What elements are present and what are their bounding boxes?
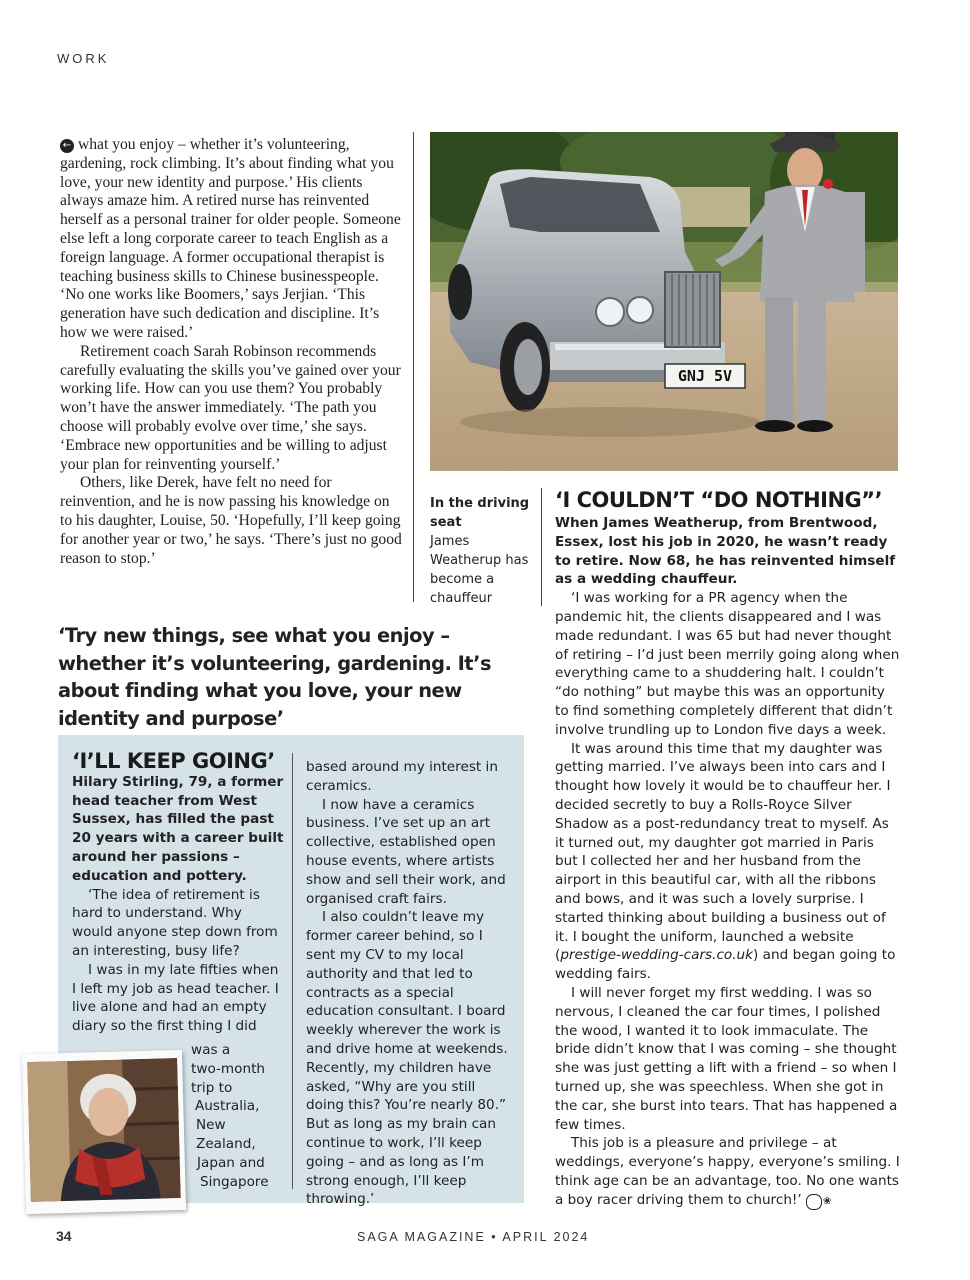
wrap-line: Zealand,: [196, 1135, 256, 1152]
main-paragraph-2a: It was around this time that my daughter was getting married. I’ve always been into cars and I thought how lovely it would be to chauffeur her. I decided secretly to buy a Rolls-Royce Silver Shadow as a post-redundancy treat to myself. As it turned out, my daughter got married in Paris but I collected her and her husband from the airport in this beautiful car, with all the ribbons and bows, and it was such a lovely surprise. I started thinking about building a business out of it. I bought the uniform, launched a website (: [555, 740, 891, 964]
col1-paragraph-3: Others, like Derek, have felt no need for reinvention, and he is now passing his knowledge on to his daughter, Louise, 50. ‘Hopefully, I’ll keep going for another year or two,’ he says. ‘There’s just no good reason to stop.’: [60, 474, 402, 567]
sidebar-headline: ‘I’LL KEEP GOING’: [72, 749, 275, 773]
wrap-line: Singapore: [200, 1173, 269, 1190]
main-paragraph-4: [555, 1134, 900, 1209]
arrow-left-circle-icon: ←: [60, 139, 74, 153]
photo-caption: [430, 494, 530, 608]
pull-quote: ‘Try new things, see what you enjoy – whether it’s volunteering, gardening. It’s about finding what you love, your new identity and purpose’: [58, 624, 491, 730]
sidebar-column-2: [306, 758, 516, 1209]
main-paragraph-2b: ) and began going to wedding fairs.: [555, 947, 896, 983]
wrap-line: Japan and: [197, 1154, 265, 1171]
website-link-text: prestige-wedding-cars.co.uk: [560, 947, 754, 964]
sidebar-standfirst: Hilary Stirling, 79, a former head teacher from West Sussex, has filled the past 20 years with a career built around her passions – education and pottery.: [72, 773, 284, 884]
main-paragraph-3: I will never forget my first wedding. I was so nervous, I cleaned the car four times, I polished the wood, I wanted it to look immaculate. The bride didn’t know that I was coming – she thought she was just getting a lift with a friend – so when I turned up, she was speechless. When she got in the car, she burst into tears. That has happened a few times.: [555, 984, 898, 1133]
caption-text: James Weatherup has become a chauffeur: [430, 534, 529, 606]
main-story-column: [555, 488, 900, 1210]
body-column-1: [60, 136, 402, 568]
main-headline: ‘I COULDN’T “DO NOTHING”’: [555, 488, 883, 512]
footer-magazine-date: SAGA MAGAZINE • APRIL 2024: [357, 1230, 590, 1244]
page-number: 34: [56, 1228, 72, 1244]
number-plate: GNJ 5V: [677, 367, 733, 385]
main-paragraph-2: [555, 740, 900, 984]
flower-end-mark-icon: ❀: [806, 1194, 822, 1210]
wrap-line: New: [196, 1117, 226, 1134]
sidebar-col2-paragraph-3: I also couldn’t leave my former career behind, so I sent my CV to my local authority and that led to contracts as a special education consultant. I board weekly wherever the work is and drive home at weekends. Recently, my children have asked, “Why are you still doing this? You’re nearly 80.” But as long as my brain can continue to work, I’ll keep going – and as long as I’m strong enough, I’ll keep throwing.’: [306, 909, 508, 1208]
column-divider: [413, 132, 414, 602]
caption-divider: [541, 488, 542, 606]
sidebar-wrapped-text: [191, 1041, 287, 1191]
sidebar-column-1: [72, 749, 284, 1036]
sidebar-paragraph-1: ‘The idea of retirement is hard to understand. Why would anyone step down from an interesting, busy life?: [72, 886, 278, 959]
hilary-portrait-photo: [22, 1050, 186, 1214]
wrap-line: trip to: [191, 1079, 233, 1096]
col1-paragraph-2: Retirement coach Sarah Robinson recommends carefully evaluating the skills you’ve gained over your working life. How can you use them? You probably won’t have the answer immediately. ‘The path you choose will probably evolve over time,’ she says. ‘Embrace new opportunities and be willing to adjust your plan for reinventing yourself.’: [60, 342, 401, 473]
sidebar-column-divider: [292, 753, 293, 1189]
col1-paragraph-1: what you enjoy – whether it’s volunteering, gardening, rock climbing. It’s about finding what you love, your new identity and purpose.’ His clients always amaze him. A retired nurse has reinvented herself as a personal trainer for older people. Someone else left a long corporate career to teach English as a foreign language. A former occupational therapist is teaching business skills to Chinese businesspeople. ‘No one works like Boomers,’ says Jerjian. ‘This generation have such dedication and discipline. It’s how we were raised.’: [60, 136, 401, 341]
wrap-line: Australia,: [195, 1098, 260, 1115]
sidebar-col2-paragraph-1: based around my interest in ceramics.: [306, 759, 498, 794]
car-photo-illustration: [430, 132, 898, 471]
sidebar-paragraph-2: I was in my late fifties when I left my job as head teacher. I live alone and had an empty diary so the first thing I did: [72, 961, 279, 1035]
main-standfirst: When James Weatherup, from Brentwood, Essex, lost his job in 2020, he wasn’t ready to retire. Now 68, he has reinvented himself as a wedding chauffeur.: [555, 515, 896, 588]
caption-title: In the driving seat: [430, 496, 530, 530]
sidebar-col2-paragraph-2: I now have a ceramics business. I’ve set up an art collective, established open house events, where artists show and sell their work, and organised craft fairs.: [306, 796, 506, 907]
portrait-illustration: [27, 1058, 181, 1202]
main-paragraph-1: ‘I was working for a PR agency when the pandemic hit, the clients disappeared and I was made redundant. I was 65 but had never thought of retiring – I’d just been merrily going along when everything came to a shuddering halt. I couldn’t “do nothing” but maybe this was an opportunity to find something completely different that didn’t involve trundling up to London five days a week.: [555, 590, 900, 738]
wrap-line: was a: [191, 1042, 231, 1058]
section-label: WORK: [57, 51, 110, 66]
main-paragraph-4-text: This job is a pleasure and privilege – at weddings, everyone’s happy, everyone’s smiling. I think age can be an advantage, too. No one wants a boy racer driving them to church!’: [555, 1135, 900, 1208]
wrap-line: two-month: [191, 1060, 266, 1077]
chauffeur-car-photo: [430, 132, 898, 471]
